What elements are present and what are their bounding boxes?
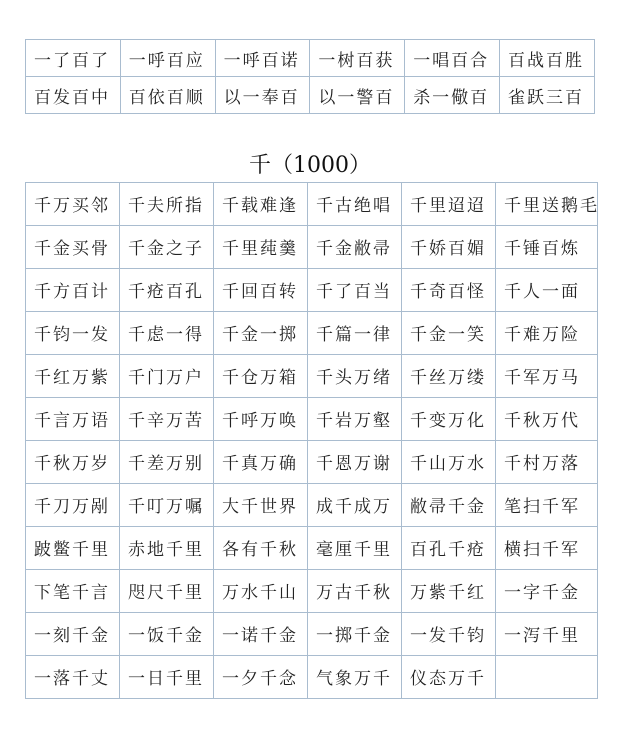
table-cell: 千古绝唱 <box>308 183 402 226</box>
table-cell: 敝帚千金 <box>402 484 496 527</box>
table-cell: 千锤百炼 <box>496 226 598 269</box>
table-cell: 万紫千红 <box>402 570 496 613</box>
table-cell: 千变万化 <box>402 398 496 441</box>
table-cell <box>496 656 598 699</box>
table-cell: 千万买邻 <box>26 183 120 226</box>
table-cell: 一掷千金 <box>308 613 402 656</box>
table-cell: 千红万紫 <box>26 355 120 398</box>
table-cell: 横扫千军 <box>496 527 598 570</box>
table-cell: 跛鳖千里 <box>26 527 120 570</box>
table-cell: 千头万绪 <box>308 355 402 398</box>
table-cell: 仪态万千 <box>402 656 496 699</box>
table-cell: 千金之子 <box>120 226 214 269</box>
table-cell: 一字千金 <box>496 570 598 613</box>
table-cell: 千岩万壑 <box>308 398 402 441</box>
section-title: 千（1000） <box>249 153 371 178</box>
table-cell: 一唱百合 <box>405 40 500 77</box>
table-cell: 千丝万缕 <box>402 355 496 398</box>
table-cell: 千呼万唤 <box>214 398 308 441</box>
thousand-idioms-table <box>25 182 598 699</box>
table-cell: 一夕千念 <box>214 656 308 699</box>
table-cell: 赤地千里 <box>120 527 214 570</box>
table-cell: 咫尺千里 <box>120 570 214 613</box>
table-cell: 千难万险 <box>496 312 598 355</box>
table-cell: 成千成万 <box>308 484 402 527</box>
table-cell: 一落千丈 <box>26 656 120 699</box>
table-row <box>26 226 598 269</box>
table-cell: 千秋万岁 <box>26 441 120 484</box>
table-cell: 千人一面 <box>496 269 598 312</box>
table-cell: 笔扫千军 <box>496 484 598 527</box>
table-cell: 千疮百孔 <box>120 269 214 312</box>
table-cell: 万古千秋 <box>308 570 402 613</box>
table-cell: 千门万户 <box>120 355 214 398</box>
table-cell: 一诺千金 <box>214 613 308 656</box>
table-cell: 一树百获 <box>310 40 405 77</box>
table-cell: 千里迢迢 <box>402 183 496 226</box>
table-cell: 千金买骨 <box>26 226 120 269</box>
table-cell: 千奇百怪 <box>402 269 496 312</box>
table-cell: 各有千秋 <box>214 527 308 570</box>
table-cell: 千篇一律 <box>308 312 402 355</box>
table-cell: 千钧一发 <box>26 312 120 355</box>
table-cell: 千叮万嘱 <box>120 484 214 527</box>
table-cell: 千言万语 <box>26 398 120 441</box>
table-cell: 百发百中 <box>26 77 121 114</box>
table-cell: 一呼百诺 <box>215 40 310 77</box>
table-cell: 一呼百应 <box>120 40 215 77</box>
table-cell: 一刻千金 <box>26 613 120 656</box>
table-cell: 千差万别 <box>120 441 214 484</box>
table-row <box>26 40 595 77</box>
table-cell: 百孔千疮 <box>402 527 496 570</box>
table-cell: 百依百顺 <box>120 77 215 114</box>
table-row <box>26 656 598 699</box>
table-cell: 千金一笑 <box>402 312 496 355</box>
table-cell: 千里莼羹 <box>214 226 308 269</box>
table-cell: 千刀万剐 <box>26 484 120 527</box>
table-cell: 一发千钧 <box>402 613 496 656</box>
table-cell: 千了百当 <box>308 269 402 312</box>
table-cell: 千夫所指 <box>120 183 214 226</box>
table-cell: 千山万水 <box>402 441 496 484</box>
table-cell: 千秋万代 <box>496 398 598 441</box>
table-row <box>26 77 595 114</box>
table-cell: 千仓万箱 <box>214 355 308 398</box>
table-row <box>26 441 598 484</box>
table-cell: 一日千里 <box>120 656 214 699</box>
table-cell: 千金一掷 <box>214 312 308 355</box>
table-cell: 雀跃三百 <box>499 77 594 114</box>
table-cell: 千辛万苦 <box>120 398 214 441</box>
table-cell: 百战百胜 <box>499 40 594 77</box>
table-cell: 以一警百 <box>310 77 405 114</box>
table-row <box>26 484 598 527</box>
table-cell: 一饭千金 <box>120 613 214 656</box>
table-cell: 千方百计 <box>26 269 120 312</box>
table-cell: 大千世界 <box>214 484 308 527</box>
table-row <box>26 183 598 226</box>
table-row <box>26 355 598 398</box>
table-row <box>26 312 598 355</box>
table-cell: 千恩万谢 <box>308 441 402 484</box>
table-cell: 千载难逢 <box>214 183 308 226</box>
table-row <box>26 527 598 570</box>
table-cell: 一泻千里 <box>496 613 598 656</box>
table-cell: 气象万千 <box>308 656 402 699</box>
table-cell: 千军万马 <box>496 355 598 398</box>
table-cell: 杀一儆百 <box>405 77 500 114</box>
table-cell: 千真万确 <box>214 441 308 484</box>
table-cell: 千回百转 <box>214 269 308 312</box>
table-cell: 一了百了 <box>26 40 121 77</box>
table-row <box>26 269 598 312</box>
table-cell: 千虑一得 <box>120 312 214 355</box>
table-row <box>26 570 598 613</box>
table-cell: 万水千山 <box>214 570 308 613</box>
table-row <box>26 398 598 441</box>
hundred-idioms-table <box>25 39 595 114</box>
table-cell: 毫厘千里 <box>308 527 402 570</box>
table-cell: 千娇百媚 <box>402 226 496 269</box>
table-cell: 以一奉百 <box>215 77 310 114</box>
table-row <box>26 613 598 656</box>
table-cell: 千金敝帚 <box>308 226 402 269</box>
table-cell: 千村万落 <box>496 441 598 484</box>
table-cell: 千里送鹅毛 <box>496 183 598 226</box>
table-cell: 下笔千言 <box>26 570 120 613</box>
